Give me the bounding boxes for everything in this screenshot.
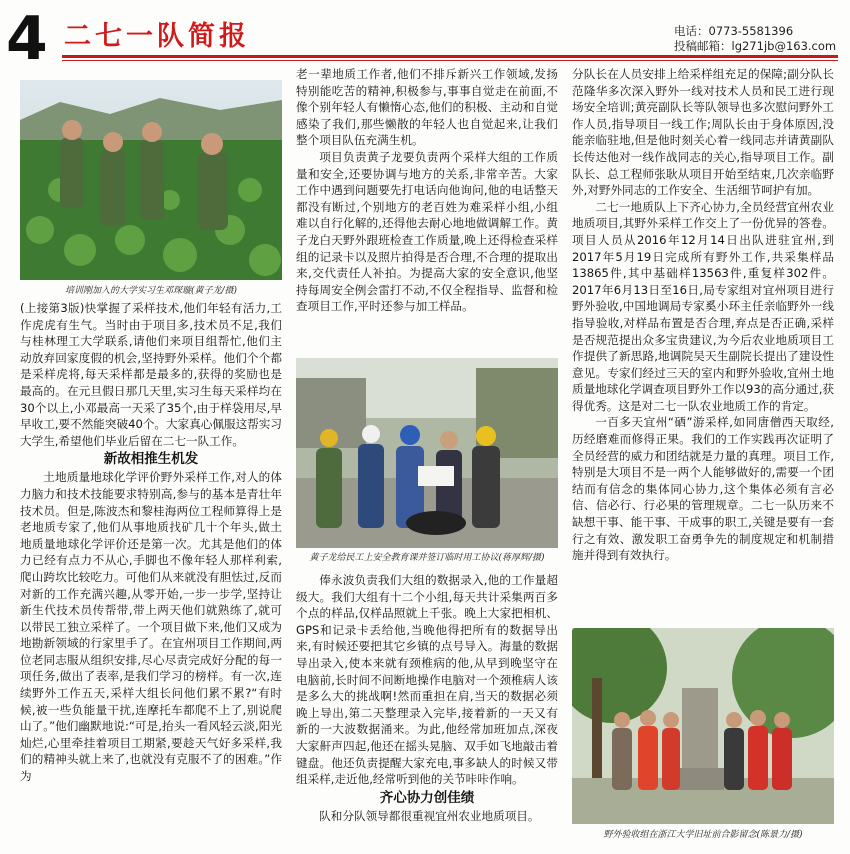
article-paragraph: 队和分队领导都很重视宜州农业地质项目。 xyxy=(319,808,540,823)
newspaper-header xyxy=(0,0,850,74)
photo3-caption: 野外验收组在浙江大学旧址前合影留念(陈景力/摄) xyxy=(603,830,803,840)
column-2-top xyxy=(296,66,558,315)
header-rule-thick xyxy=(62,55,838,58)
article-paragraph: 一百多天宜州“硒”游采样,如同唐僧西天取经,历经磨难而修得正果。我们的工作实践再次证明了全员经营的威力和团结就是力量的真理。项目工作,特别是大项目不是一两个人能够做好的,需要一个团结而有信念的集体同心协力,这个集体必须有言必信、信必行、行必果的管理规章。二七一队历来不缺想干事、能干事、干成事的职工,关键是要有一套行之有效、激发职工奋勇争先的制度规定和机制措施并得到有效执行。 xyxy=(572,415,834,563)
column-1 xyxy=(20,300,282,785)
submission-email: 投稿邮箱：lg271jb@163.com xyxy=(674,39,837,53)
article-paragraph: 二七一地质队上下齐心协力,全员经营宜州农业地质项目,其野外采样工作交上了一份优异的答卷。项目人员从2016年12月14日出队进驻宜州,到2017年5月19日完成所有野外工作,共采集样品13865件,其中基础样13563件,重复样302件。2017年6月13日至16日,局专家组对宜州项目进行野外验收,中国地调局专家奚小环主任亲临野外一线指导验收,对样品布置是否合理,弃点是否正确,采样是否规范提出众多宝贵建议,为今后农业地质项目工作提供了新思路,地调院吴天生副院长提出了建设性意见。专家们经过三天的室内和野外验收,宜州土地质量地球化学调查项目野外工作以93的高分通过,获得优秀。这是对二七一队农业地质工作的肯定。 xyxy=(572,199,834,413)
article-paragraph: 俸永波负责我们大组的数据录入,他的工作量超级大。我们大组有十二个小组,每天共计采集两百多个点的样品,仅样品照就上千张。晚上大家把相机、GPS和记录卡丢给他,当晚他得把所有的数据导出来,有时候还要把其它乡镇的点号导入。海量的数据导出录入,使本来就有颈椎病的他,从早到晚坚守在电脑前,长时间不间断地操作电脑对一个颈椎病人该是多么大的挑战啊!然而重担在肩,当天的数据必须晚上导出,第二天整理录入完毕,接着新的一天又有新的一大波数据涌来。为此,他经常加班加点,深夜大家鼾声四起,他还在摇头晃脑、双手如飞地敲击着键盘。他还负责提醒大家充电,事多缺人的时候又带组采样,走近他,经常听到他的关节咔咔作响。 xyxy=(296,573,558,787)
article-paragraph: 老一辈地质工作者,他们不排斥新兴工作领域,发扬特别能吃苦的精神,积极参与,事事自觉走在前面,不像个别年轻人有懒惰心态,他们的积极、主动和自觉感染了我们,那些懒散的年轻人也自觉起来,让我们整个项目队伍充满生机。 xyxy=(296,67,558,148)
article-paragraph: 土地质量地球化学评价野外采样工作,对人的体力脑力和技术技能要求特别高,参与的基本是青壮年技术员。但是,陈波杰和黎桂海两位工程师算得上是老地质专家了,他们从事地质找矿几十个年头,做土地质量地球化学评价还是第一次。尤其是他们的体力已经有点力不从心,手脚也不像年轻人那样利索,爬山跨坎比较吃力。可他们从来就没有胆怯过,反而对新的工作充满兴趣,从零开始,一步一步学,坚持让新生代技术员传帮带,带上两天他们就熟练了,就可以带民工独立采样了。一个项目做下来,他们又成为地勘新领域的行家里手了。在宜州项目工作期间,两位老同志服从组织安排,尽心尽责完成好分配的每一项任务,做出了表率,是我们学习的榜样。有一次,连续野外工作五天,采样大组长问他们累不累?“有时候,被一些负能量干扰,连摩托车都爬不上了,别说爬山了。”他们幽默地说:“可是,抬头一看风轻云淡,阳光灿烂,心里牵挂着项目工期紧,要趁天气好多采样,我们的精神头就上来了,也就没有克服不了的困难。”作为 xyxy=(20,470,282,784)
article-paragraph: 分队长在人员安排上给采样组充足的保障;副分队长范隆华多次深入野外一线对技术人员和民工进行现场安全培训;黄亮副队长等队领导也多次慰问野外工作人员,指导项目一线工作;周队长由于身体原因,没能亲临驻地,但是他时刻关心着一线同志并请黄副队长传达他对一线作战同志的关心,指导项目工作。副队长、总工程师张耿从项目开始至结束,几次亲临野外,对野外同志的工作安全、生活细节呵护有加。 xyxy=(572,67,834,198)
page-number: 4 xyxy=(6,4,48,74)
photo-safety-briefing xyxy=(296,358,558,548)
section-heading-teamwork: 齐心协力创佳绩 xyxy=(379,789,475,806)
column-3 xyxy=(572,66,834,564)
photo-training-interns xyxy=(20,80,282,280)
column-2-bottom xyxy=(296,572,558,824)
photo2-caption: 黄子龙给民工上安全教育课并签订临时用工协议(蒋厚辉/摄) xyxy=(309,553,545,563)
masthead-title: 二七一队简报 xyxy=(64,21,250,52)
phone-number: 电话：0773-5581396 xyxy=(674,24,794,38)
section-heading-new-old: 新故相推生机发 xyxy=(103,451,199,468)
header-rule-thin xyxy=(62,60,838,61)
photo-group-zhejiang-univ xyxy=(572,628,834,824)
article-paragraph: 项目负责黄子龙要负责两个采样大组的工作质量和安全,还要协调与地方的关系,非常辛苦。大家工作中遇到问题要先打电话向他询问,他的电话整天都没有断过,个别地方的老百姓为难采样小组,小组难以自行化解的,还得他去耐心地地做调解工作。黄子龙白天野外跟班检查工作质量,晚上还得检查采样组的记录卡以及照片拍得是否合理,不合理的提取出来,交代责任人补拍。为提高大家的安全意识,他坚持每周安全例会雷打不动,不仅全程指导、监督和检查项目工作,平时还参与加工样品。 xyxy=(296,149,558,314)
contact-info xyxy=(674,24,836,54)
article-paragraph: (上接第3版)快掌握了采样技术,他们年轻有活力,工作虎虎有生气。当时由于项目多,技术员不足,我们与桂林理工大学联系,请他们来项目组帮忙,他们主动放弃回家度假的机会,坚持野外采样。他们个个都是采样虎将,每天采样都是最多的,获得的奖励也是最高的。在元旦假日那几天里,实习生每天采样均在30个以上,小邓最高一天采了35个,由于样袋用尽,早早收工,要不然能突破40个。大家真心佩服这帮实习大学生,希望他们毕业后留在二七一队工作。 xyxy=(20,301,282,448)
photo1-caption: 培训刚加入的大学实习生邓琛璇(黄子龙/摄) xyxy=(64,286,238,296)
